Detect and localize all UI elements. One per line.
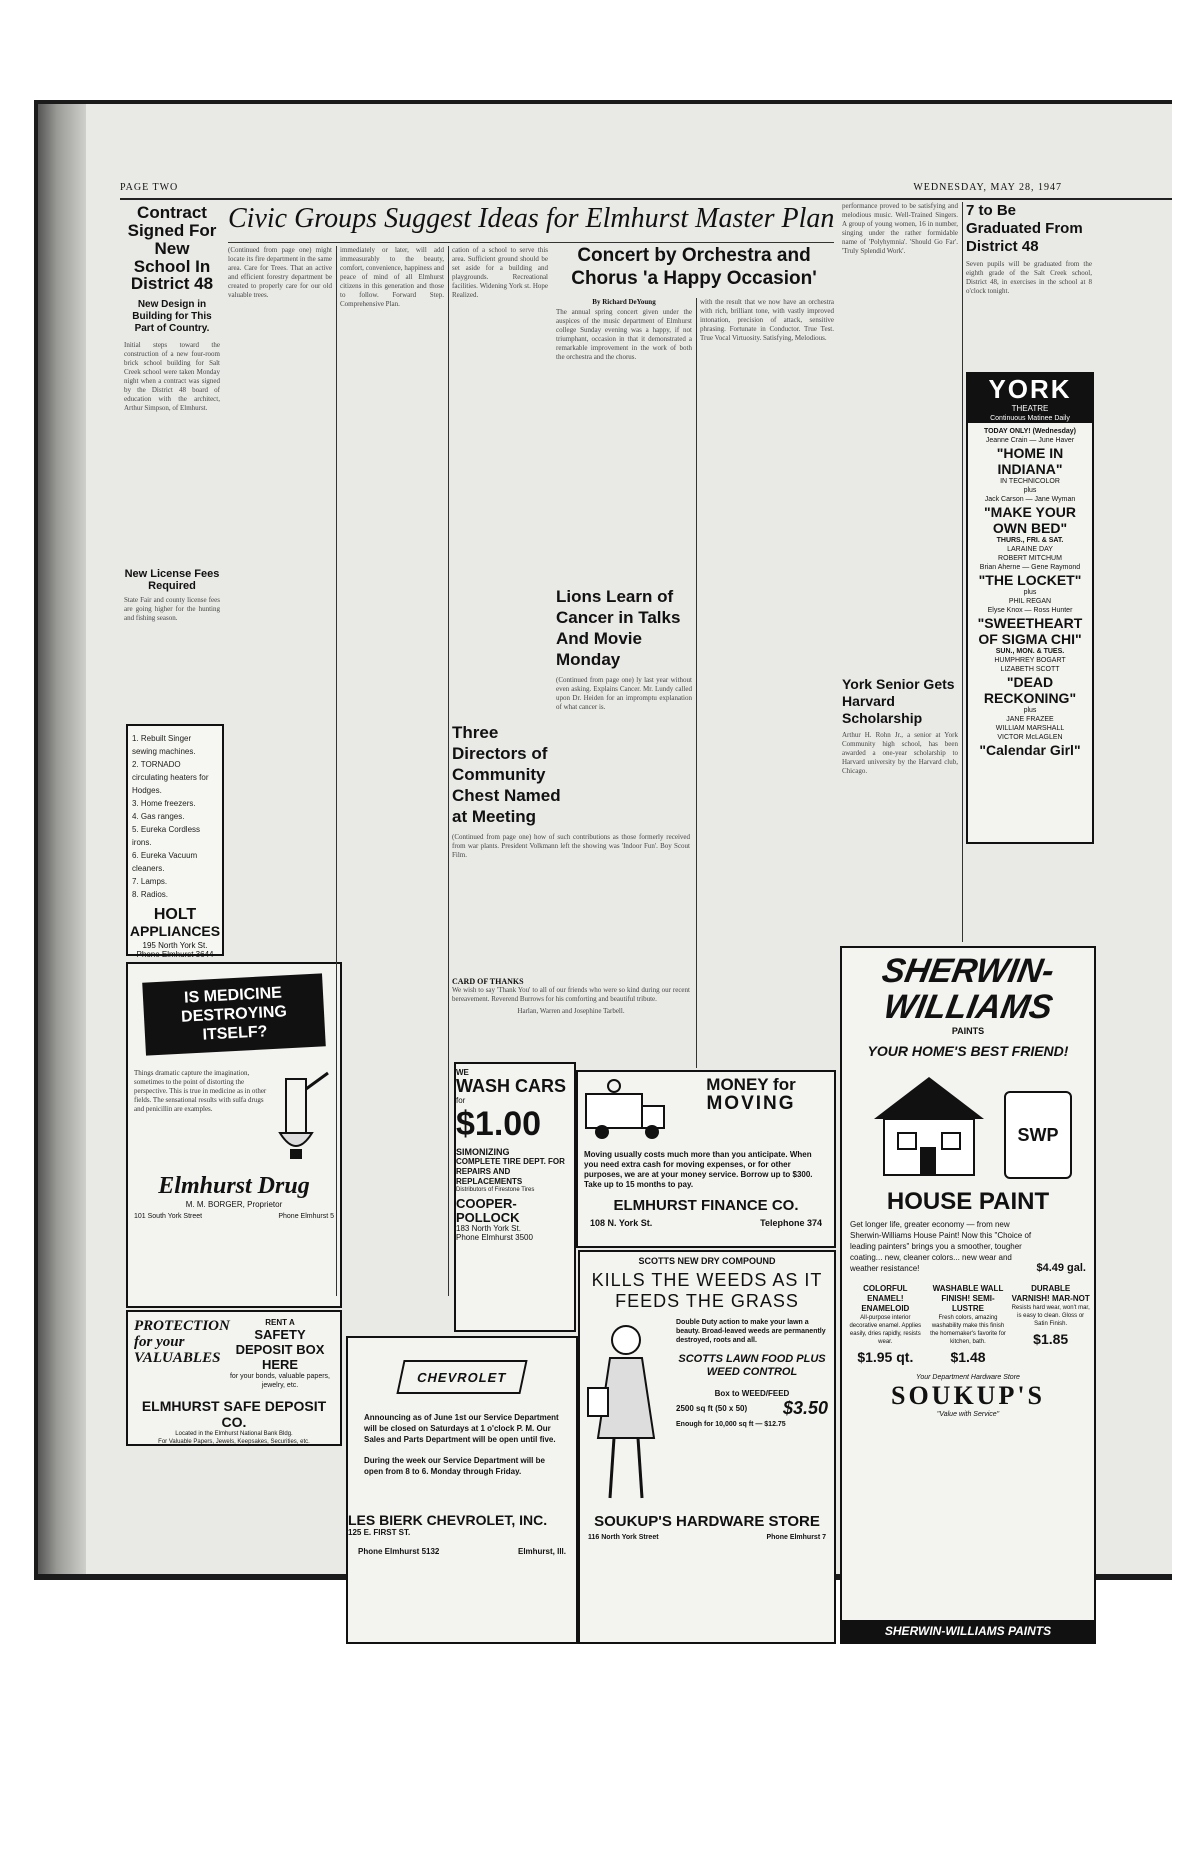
chevrolet-ad: [346, 1336, 578, 1644]
wash-price: $1.00: [456, 1104, 542, 1143]
harvard-headline: York Senior Gets Harvard Scholarship: [842, 676, 955, 726]
york-cast: VICTOR McLAGLEN: [997, 734, 1063, 741]
sw-product: [1011, 1284, 1090, 1365]
sw-product-name: WASHABLE WALL FINISH! SEMI-LUSTRE: [932, 1283, 1004, 1313]
civic-text-2: immediately or later, will add immeasurably to the beauty, comfort, convenience, happiness and peace of mind of all Elmhurst citizens in this generation and those to follow. Forward Step. Comprehensive Plan.: [340, 246, 444, 308]
chevrolet-city: Elmhurst, Ill.: [517, 1546, 566, 1556]
medicine-banner: IS MEDICINE DESTROYING ITSELF?: [142, 973, 326, 1055]
recital-column: [842, 202, 958, 672]
drug-footer: [128, 1209, 340, 1224]
graduation-text: Seven pupils will be graduated from the eighth grade of the Salt Creek school, District 48, in exercises in the school at 8 o'clock tonight.: [966, 260, 1092, 295]
drug-body: Things dramatic capture the imagination, sometimes to the point of distorting the perspective. This is true in medicine as in other fields. The sensational results with sulfa drugs and penicillin are examples.: [134, 1069, 267, 1113]
sw-product-desc: All-purpose interior decorative enamel. Applies easily, dries rapidly, resists wear.: [849, 1314, 922, 1345]
concert-col-1: [556, 308, 692, 578]
finance-phone: Telephone 374: [760, 1217, 822, 1228]
paint-can-icon: [1004, 1091, 1072, 1179]
thanks-text: We wish to say 'Thank You' to all of our friends who were so kind during our recent bereavement. Reverend Burrows for his comforting and beautiful tribute.: [452, 986, 690, 1003]
movie-title: "THE LOCKET": [978, 572, 1082, 588]
finance-ad: [576, 1070, 836, 1248]
movie-title: "Calendar Girl": [979, 742, 1081, 758]
holt-name: HOLT: [153, 906, 197, 923]
civic-headline-box: [228, 202, 834, 238]
finance-title-2: MOVING: [706, 1092, 796, 1114]
scotts-size: 2500 sq ft (50 x 50): [676, 1404, 748, 1413]
sw-product: [929, 1284, 1008, 1365]
moving-van-icon: [582, 1076, 672, 1146]
scotts-mid: [580, 1318, 834, 1508]
york-cast: LARAINE DAY: [1007, 546, 1053, 553]
scotts-lawn-ad: [578, 1250, 836, 1644]
safe-top-row: [128, 1312, 340, 1390]
recital-text: performance proved to be satisfying and melodious music. Well-Trained Singers. A group of young women, 16 in number, singing under the rather formidable name of 'Polyhymnia'. 'Should Go Far'. 'Truly Splendid Work'.: [842, 202, 958, 255]
chest-text: (Continued from page one) how of such contributions as those formerly received from war plants. President Volkmann left the showing was 'Indoor Fun'. Boy Scout Film.: [452, 833, 690, 859]
chevrolet-logo: CHEVROLET: [415, 1369, 509, 1385]
paint-can-label: SWP: [1017, 1124, 1059, 1145]
civic-text-3: cation of a school to serve this area. Sufficient ground should be set aside for a building and playgrounds. Recreational facilities. Widening York st. Hope Realized.: [452, 246, 548, 299]
york-cast: HUMPHREY BOGART: [994, 657, 1066, 664]
license-fees-headline: New License Fees Required: [124, 568, 220, 592]
sw-illustration: [842, 1069, 1094, 1179]
col-divider: [448, 246, 449, 1296]
sw-bottom-banner: SHERWIN-WILLIAMS PAINTS: [842, 1620, 1094, 1642]
scotts-enough: Enough for 10,000 sq ft — $12.75: [676, 1421, 786, 1428]
scotts-price: $3.50: [782, 1398, 828, 1418]
finance-footer: [578, 1214, 834, 1232]
holt-phone: Phone Elmhurst 3644: [136, 950, 214, 960]
col-divider: [696, 298, 697, 1068]
sw-product-desc: Fresh colors, amazing washability make this finish the homemaker's favorite for kitchen, bath.: [930, 1314, 1006, 1345]
lions-headline: Lions Learn of Cancer in Talks And Movie Monday: [556, 587, 681, 669]
holt-item: 7. Lamps.: [132, 877, 168, 886]
concert-text-2: with the result that we now have an orchestra with rich, brilliant tone, with vastly improved intonation, precision of attack, sensitive phrasing. Fortunate in Conductor. True Test. True Vocal Virtuosity. Satisfying, Melodious.: [700, 298, 834, 342]
chest-body: [452, 833, 690, 973]
sw-product-price: $1.85: [1033, 1330, 1069, 1347]
header-rule: [120, 198, 1172, 200]
york-cast: Elyse Knox — Ross Hunter: [987, 607, 1073, 614]
holt-item: 4. Gas ranges.: [132, 812, 185, 821]
york-days: SUN., MON. & TUES.: [995, 648, 1065, 655]
york-cast: LIZABETH SCOTT: [1000, 666, 1060, 673]
safe-for-what: for your bonds, valuable papers, jewelry, etc.: [229, 1373, 330, 1389]
scotts-price-row: [676, 1398, 828, 1419]
chevrolet-hours: During the week our Service Department will be open from 8 to 6. Monday through Friday.: [364, 1456, 545, 1476]
chest-headline: Three Directors of Community Chest Named at Meeting: [452, 723, 561, 826]
safe-location-2: For Valuable Papers, Jewels, Keepsakes, Securities, etc.: [158, 1439, 310, 1445]
concert-byline: By Richard DeYoung: [592, 298, 656, 306]
license-fees-body: [124, 596, 220, 676]
movie-plus: plus: [1023, 487, 1037, 494]
sw-product-price: $1.95 qt.: [857, 1348, 914, 1365]
scotts-brand: SCOTTS LAWN FOOD PLUS WEED CONTROL: [678, 1353, 826, 1378]
concert-col-2: [700, 298, 834, 1068]
sw-product-desc: Resists hard wear, won't mar, is easy to clean. Gloss or Satin Finish.: [1011, 1304, 1090, 1327]
movie-note: IN TECHNICOLOR: [1000, 478, 1060, 485]
finance-top: [578, 1072, 834, 1150]
york-cast: Jack Carson — Jane Wyman: [984, 496, 1076, 503]
wash-simonizing: SIMONIZING: [456, 1146, 510, 1157]
rent-label: RENT A: [265, 1318, 295, 1327]
col-divider: [962, 202, 963, 942]
movie-plus: plus: [1023, 589, 1037, 596]
york-matinee: Continuous Matinee Daily: [968, 414, 1092, 423]
sw-product: [846, 1284, 925, 1365]
school-contract-body: [124, 341, 220, 561]
harvard-text: Arthur H. Rohn Jr., a senior at York Community high school, has been awarded a one-year scholarship to Harvard university by the Harvard club, Chicago.: [842, 731, 958, 775]
newspaper-scan: [38, 104, 1172, 1638]
school-contract-article: [124, 204, 220, 724]
safe-location: Located in the Elmhurst National Bank Bldg.: [175, 1431, 293, 1437]
col-divider: [336, 246, 337, 1296]
graduation-article: [966, 202, 1092, 392]
concert-headline: Concert by Orchestra and Chorus 'a Happy Occasion': [571, 245, 817, 289]
page-number: PAGE TWO: [120, 182, 179, 193]
york-cast: ROBERT MITCHUM: [998, 555, 1062, 562]
sherwin-williams-ad: [840, 946, 1096, 1644]
scotts-right: [670, 1318, 834, 1508]
sw-friend: YOUR HOME'S BEST FRIEND!: [867, 1043, 1069, 1060]
holt-address: 195 North York St.: [142, 941, 208, 951]
chevrolet-phone: Phone Elmhurst 5132: [358, 1546, 440, 1556]
finance-company: ELMHURST FINANCE CO.: [613, 1197, 799, 1214]
graduation-headline: 7 to Be Graduated From District 48: [966, 202, 1083, 255]
movie-title: "HOME IN INDIANA": [996, 445, 1064, 477]
york-cast: PHIL REGAN: [1008, 598, 1052, 605]
sw-paints-tag: PAINTS: [951, 1026, 985, 1037]
holt-item: 8. Radios.: [132, 890, 169, 899]
holt-item: 1. Rebuilt Singer sewing machines.: [132, 734, 196, 756]
sw-body: Get longer life, greater economy — from new Sherwin-Williams House Paint! Now this "Choice of leading painters" brings you a smoother, tougher coating... new, cleaner colors... new wear and weather resistance!: [850, 1219, 1032, 1273]
harvard-body: [842, 731, 958, 931]
thanks-sign: Harlan, Warren and Josephine Tarbell.: [517, 1007, 625, 1015]
wash-address: 183 North York St.: [456, 1224, 521, 1234]
wash-cars-ad: [454, 1062, 576, 1332]
scotts-box: Box to WEED/FEED: [714, 1389, 790, 1398]
chevrolet-footer: [348, 1537, 576, 1556]
sw-product-name: DURABLE VARNISH! MAR-NOT: [1011, 1283, 1090, 1303]
york-theatre-word: THEATRE: [968, 404, 1092, 414]
school-contract-headline: Contract Signed For New School In District 48: [127, 203, 217, 294]
chevrolet-dealer: LES BIERK CHEVROLET, INC.: [348, 1512, 548, 1528]
harvard-article: [842, 676, 958, 946]
drug-owner: M. M. BORGER, Proprietor: [185, 1200, 283, 1209]
card-of-thanks-title: CARD OF THANKS: [452, 977, 524, 986]
wash-phone: Phone Elmhurst 3500: [456, 1233, 533, 1243]
finance-address: 108 N. York St.: [590, 1217, 653, 1228]
york-days: THURS., FRI. & SAT.: [996, 537, 1064, 544]
wash-tire-dept: COMPLETE TIRE DEPT. FOR REPAIRS AND REPLACEMENTS: [456, 1156, 565, 1186]
wash-distributors: Distributors of Firestone Tires: [456, 1186, 535, 1193]
scotts-top: SCOTTS NEW DRY COMPOUND: [638, 1256, 776, 1266]
sw-value: "Value with Service": [936, 1411, 1000, 1419]
chevrolet-address: 125 E. FIRST ST.: [348, 1527, 411, 1537]
community-chest-article: [452, 722, 690, 1052]
holt-item: 2. TORNADO circulating heaters for Hodges.: [132, 760, 209, 795]
chevrolet-logo-box: [396, 1360, 527, 1394]
york-cast: JANE FRAZEE: [1006, 716, 1054, 723]
scotts-phone: Phone Elmhurst 7: [766, 1533, 826, 1541]
civic-headline: Civic Groups Suggest Ideas for Elmhurst Master Plan: [228, 203, 835, 234]
sw-house-paint: HOUSE PAINT: [886, 1188, 1050, 1216]
sw-product-name: COLORFUL ENAMEL! ENAMELOID: [861, 1283, 910, 1313]
finance-title: [672, 1076, 830, 1146]
drug-content-row: [128, 1069, 340, 1165]
movie-title: "SWEETHEART OF SIGMA CHI": [977, 615, 1083, 647]
york-theatre-ad: [966, 372, 1094, 844]
card-of-thanks-body: [452, 986, 690, 1032]
sw-product-price: $1.48: [950, 1348, 986, 1365]
movie-plus: plus: [1023, 707, 1037, 714]
safe-right: [226, 1318, 334, 1390]
page-gutter: [38, 104, 86, 1574]
scotts-store: SOUKUP'S HARDWARE STORE: [594, 1513, 820, 1530]
wash-we: WE: [456, 1068, 469, 1077]
civic-col-2: [340, 246, 444, 1296]
wash-company: COOPER-POLLOCK: [456, 1195, 520, 1225]
wash-for: for: [456, 1095, 466, 1105]
york-logo: YORK: [968, 374, 1092, 404]
wash-headline: WASH CARS: [456, 1076, 567, 1096]
gardener-woman-icon: [580, 1318, 670, 1508]
scotts-kills: KILLS THE WEEDS AS IT FEEDS THE GRASS: [591, 1270, 823, 1311]
safe-company-name: ELMHURST SAFE DEPOSIT CO.: [141, 1398, 327, 1430]
movie-title: "MAKE YOUR OWN BED": [984, 504, 1076, 536]
scotts-double-duty: Double Duty action to make your lawn a beauty. Broad-leaved weeds are permanently destroyed, roots and all.: [676, 1319, 826, 1344]
sw-logo-2: WILLIAMS: [880, 987, 1056, 1026]
sw-logo-1: SHERWIN-: [879, 952, 1058, 990]
sw-products: [842, 1278, 1094, 1365]
drug-phone: Phone Elmhurst 5: [278, 1213, 334, 1220]
finance-title-1: MONEY for: [706, 1075, 796, 1094]
holt-appliances-word: APPLIANCES: [129, 922, 221, 939]
civic-col-3: [452, 246, 548, 714]
sw-logo-block: [842, 954, 1094, 1037]
mortar-pestle-icon: [274, 1069, 334, 1165]
drug-street: 101 South York Street: [134, 1213, 203, 1220]
holt-items-list: [128, 726, 222, 907]
sw-store-name: SOUKUP'S: [890, 1381, 1046, 1411]
concert-text-1: The annual spring concert given under the auspices of the music department of Elmhurst college Sunday evening was a happy, if not triumphant, occasion in that it demonstrated a remarkable improvement in the work of both the orchestra and the chorus.: [556, 308, 692, 361]
york-cast: Jeanne Crain — June Haver: [985, 437, 1075, 444]
holt-item: 5. Eureka Cordless irons.: [132, 825, 201, 847]
chevrolet-notice: Announcing as of June 1st our Service Department will be closed on Saturdays at 1 o'clock P. M. Our Sales and Parts Department will be open until five.: [364, 1413, 559, 1444]
safe-box-label: SAFETY DEPOSIT BOX HERE: [235, 1327, 325, 1372]
holt-item: 3. Home freezers.: [132, 799, 196, 808]
drug-store-name: Elmhurst Drug: [158, 1173, 310, 1199]
civic-rule: [228, 242, 834, 243]
sw-body-row: [842, 1215, 1094, 1278]
civic-text-1: (Continued from page one) might locate its fire department in the same area. Care for Trees. That an active and efficient forestry department be created to properly care for our old valuable trees.: [228, 246, 332, 299]
page-header: [120, 182, 1172, 196]
elmhurst-drug-ad: [126, 962, 342, 1308]
concert-headline-box: [556, 244, 832, 296]
finance-body: Moving usually costs much more than you anticipate. When you need extra cash for moving expenses, or for other purposes, we are at your money service. Borrow up to $300. Take up to 15 months to pay.: [584, 1150, 813, 1189]
newspaper-page: [90, 104, 1172, 1638]
house-icon: [864, 1069, 994, 1179]
york-today: TODAY ONLY! (Wednesday): [983, 428, 1077, 435]
holt-item: 6. Eureka Vacuum cleaners.: [132, 851, 198, 873]
license-fees-text: State Fair and county license fees are going higher for the hunting and fishing season.: [124, 596, 220, 623]
safe-deposit-ad: [126, 1310, 342, 1446]
scotts-footer: [580, 1530, 834, 1545]
movie-title: "DEAD RECKONING": [983, 674, 1077, 706]
sw-gallon-price: $4.49 gal.: [1036, 1261, 1086, 1274]
civic-col-1: [228, 246, 332, 954]
holt-appliances-ad: [126, 724, 224, 960]
york-cast: Brian Aherne — Gene Raymond: [979, 564, 1081, 571]
scotts-address: 116 North York Street: [588, 1533, 659, 1541]
lions-text: (Continued from page one) ly last year without even asking. Explains Cancer. Mr. Lundy called upon Dr. Heiden for an impromptu explanation of what cancer is.: [556, 676, 692, 711]
school-contract-text: Initial steps toward the construction of a new four-room brick school building for Salt Creek school were taken Monday night when a contract was signed by the District 48 board of education with the architect, Arthur Simpson, of Elmhurst.: [124, 341, 220, 413]
sw-dealer-line: Your Department Hardware Store: [916, 1374, 1020, 1382]
york-cast: WILLIAM MARSHALL: [995, 725, 1065, 732]
protection-slogan: PROTECTION for your VALUABLES: [134, 1318, 230, 1366]
page-date: WEDNESDAY, MAY 28, 1947: [913, 182, 1062, 193]
graduation-body: [966, 260, 1092, 380]
school-contract-subhead: New Design in Building for This Part of Country.: [132, 299, 212, 335]
